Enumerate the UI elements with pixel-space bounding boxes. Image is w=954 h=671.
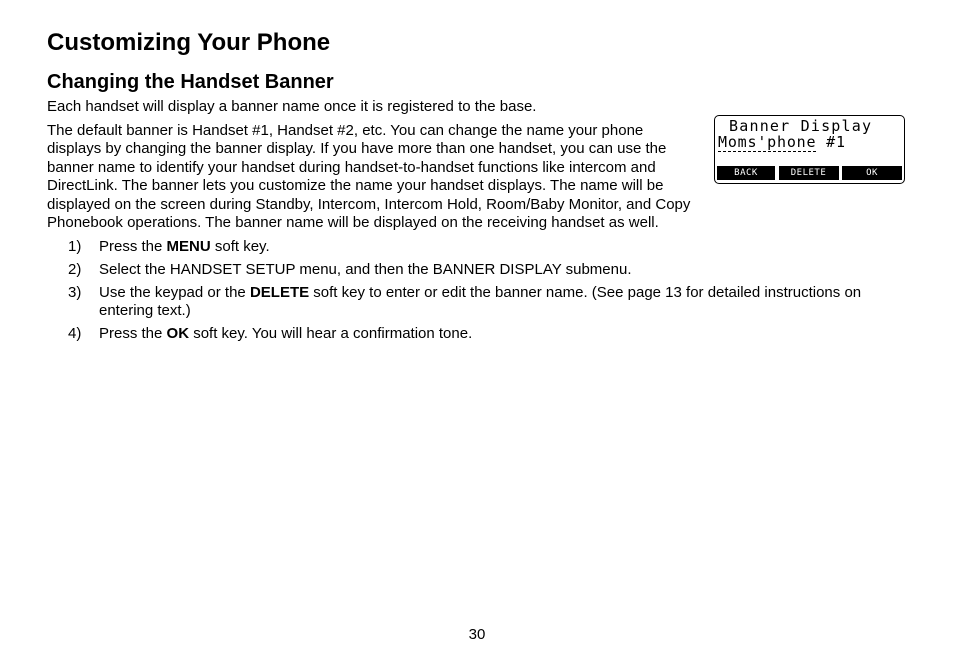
lcd-softkey-delete: DELETE bbox=[779, 166, 839, 180]
lcd-softkey-back: BACK bbox=[717, 166, 775, 180]
section-title: Changing the Handset Banner bbox=[47, 71, 334, 93]
step-key-label: MENU bbox=[166, 238, 211, 255]
page-title: Customizing Your Phone bbox=[47, 29, 331, 56]
step-item bbox=[47, 284, 907, 321]
step-text: Select the HANDSET SETUP menu, and then the BANNER DISPLAY submenu. bbox=[99, 260, 632, 278]
steps-list bbox=[47, 238, 907, 348]
lcd-line-1: Banner Display bbox=[729, 117, 873, 135]
lcd-banner-name: Moms'phone bbox=[718, 133, 817, 151]
step-text-rest: soft key to enter or edit the banner name. (See page 13 for detailed instructions on entering text.) bbox=[99, 283, 862, 319]
step-text: Use the keypad or the bbox=[99, 283, 250, 301]
lcd-softkey-ok: OK bbox=[842, 166, 902, 180]
step-text-rest: soft key. bbox=[210, 238, 270, 255]
step-number: 1) bbox=[68, 238, 82, 255]
step-text-rest: soft key. You will hear a confirmation tone. bbox=[189, 324, 473, 342]
step-item bbox=[47, 325, 907, 343]
page-number: 30 bbox=[468, 626, 486, 643]
step-text: Press the bbox=[99, 238, 167, 255]
step-key-label: DELETE bbox=[249, 283, 310, 301]
intro-paragraph: Each handset will display a banner name once it is registered to the base. bbox=[47, 98, 537, 115]
body-paragraph-text: The default banner is Handset #1, Handset #2, etc. You can change the name your phone displays by changing the banner display. If you have more than one handset, you can use the banner name to identify your handset during handset-to-handset functions like intercom and DirectLink. The banner lets you customize the name your handset displays. The name will be displayed on the screen during Standby, Intercom, Intercom Hold, Room/Baby Monitor, and Copy Phonebook operations. The banner name will be displayed on the receiving handset as well. bbox=[47, 122, 691, 232]
step-item bbox=[47, 261, 907, 279]
lcd-display-illustration bbox=[714, 115, 905, 184]
step-number: 2) bbox=[68, 260, 82, 278]
lcd-line-2 bbox=[718, 134, 846, 151]
step-text: Press the bbox=[99, 324, 167, 342]
step-number: 4) bbox=[68, 324, 82, 342]
lcd-softkey-bar bbox=[715, 166, 904, 180]
lcd-handset-number: #1 bbox=[816, 133, 846, 151]
step-key-label: OK bbox=[166, 324, 190, 342]
step-number: 3) bbox=[68, 283, 82, 301]
step-item bbox=[47, 238, 907, 256]
